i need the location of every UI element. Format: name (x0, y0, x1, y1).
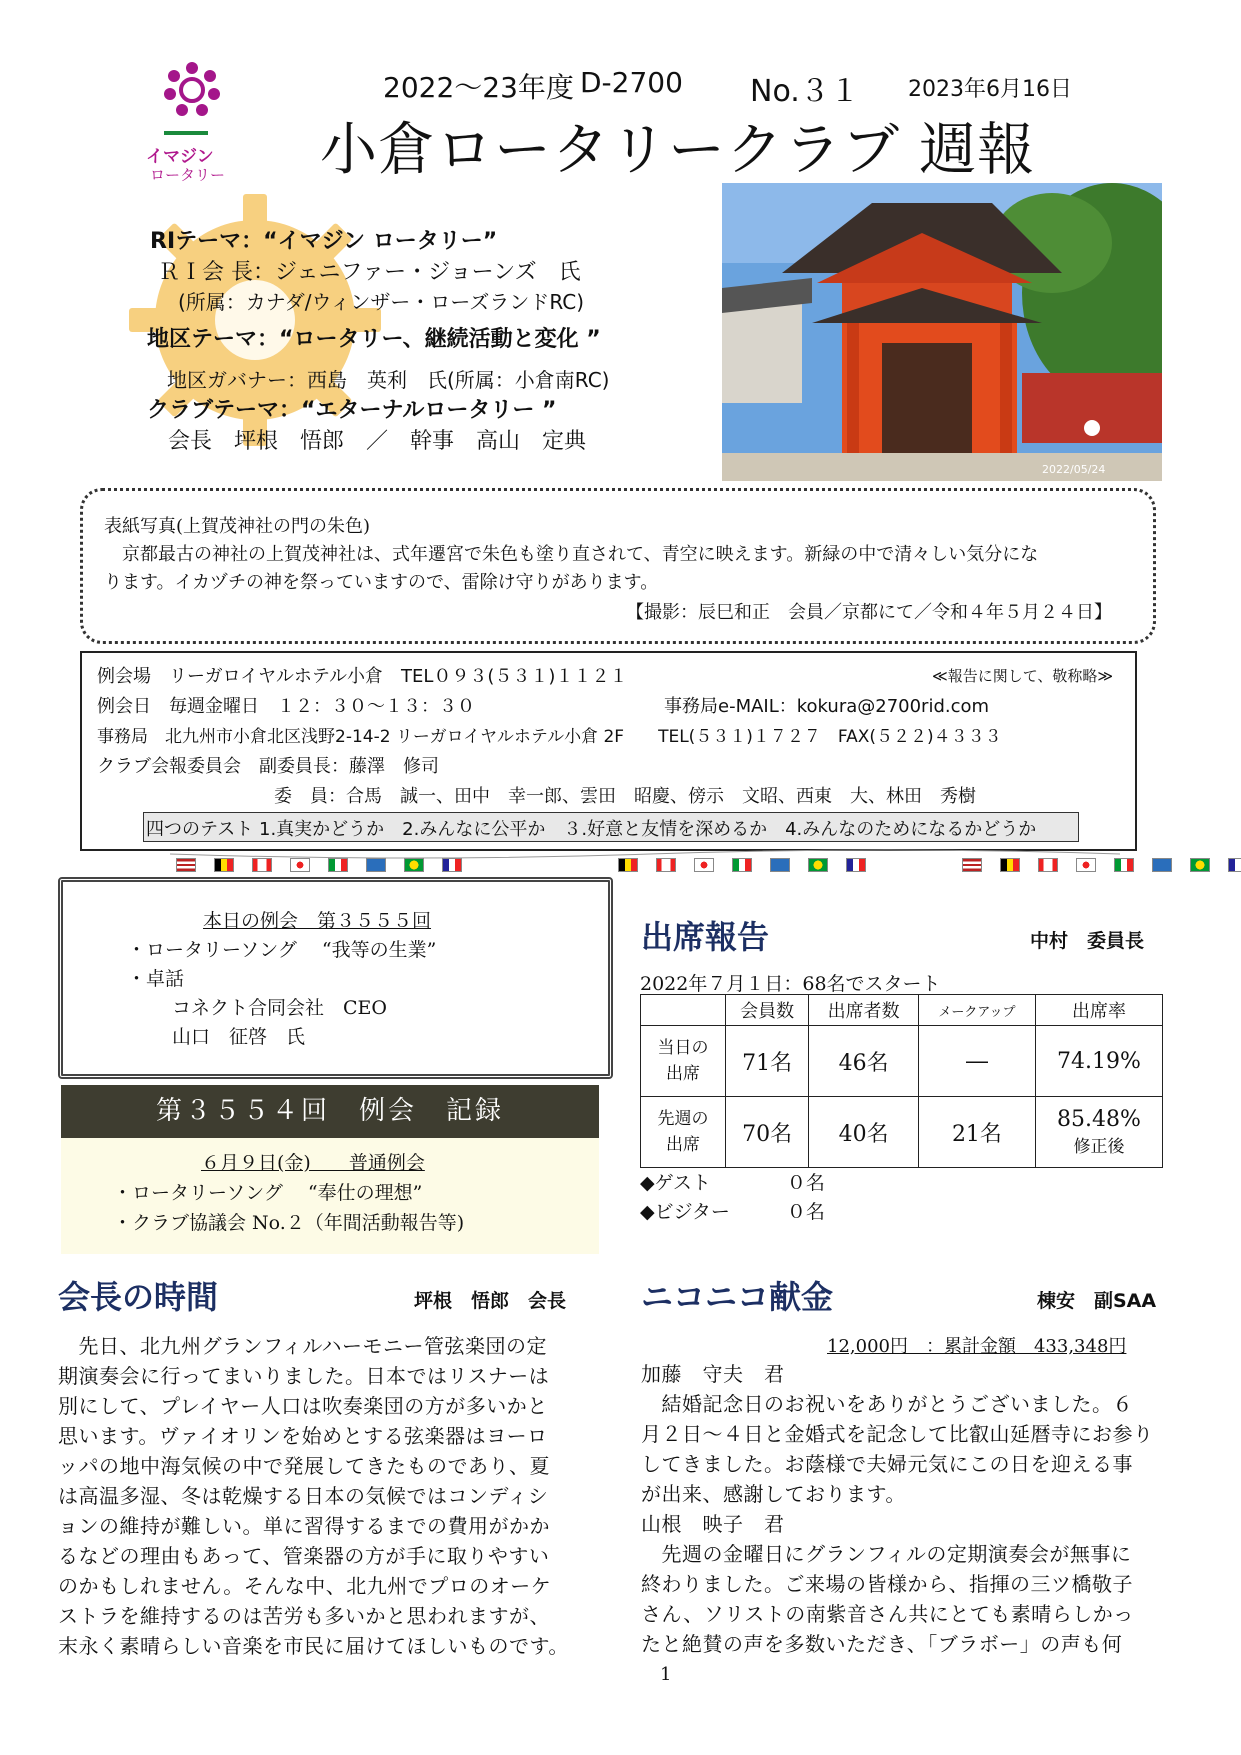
table-header (641, 995, 726, 1026)
caption-line-2: ります。イカヅチの神を祭っていますので、雷除け守りがあります。 (104, 572, 659, 593)
present-count: 46名 (809, 1026, 919, 1097)
usa-flag-icon (962, 858, 982, 872)
body-line: ストラを維持するのは苦労も多いかと思われますが、 (58, 1604, 550, 1628)
sweden-flag-icon (366, 858, 386, 872)
table-header: 出席率 (1035, 995, 1162, 1026)
todays-song: ・ロータリーソング “我等の生業” (127, 939, 437, 961)
attendance-reporter: 中村 委員長 (1030, 930, 1145, 952)
caption-credit: 【撮影：辰巳和正 会員／京都にて／令和４年５月２４日】 (626, 602, 1112, 623)
present-count: 40名 (809, 1097, 919, 1168)
meeting-day: 例会日 毎週金曜日 １２：３０～１３：３０ (97, 696, 475, 717)
canada-flag-icon (656, 858, 676, 872)
canada-flag-icon (1038, 858, 1058, 872)
japan-flag-icon (1076, 858, 1096, 872)
bulletin-committee: クラブ会報委員会 副委員長：藤澤 修司 (97, 756, 439, 777)
body-line: 結婚記念日のお祝いをありがとうございました。６ (641, 1392, 1133, 1416)
page-title: 小倉ロータリークラブ 週報 (320, 117, 1036, 183)
makeup-count: ― (918, 1026, 1035, 1097)
japan-flag-icon (290, 858, 310, 872)
district-theme: 地区テーマ：“ロータリー、継続活動と変化 ” (147, 327, 601, 352)
body-line: たと絶賛の声を多数いただき、「ブラボー」の声も何 (641, 1632, 1123, 1656)
ri-theme: RIテーマ：“イマジン ロータリー” (150, 229, 498, 254)
fiscal-year: 2022～23年度 (383, 71, 574, 104)
france-flag-icon (442, 858, 462, 872)
sweden-flag-icon (1152, 858, 1172, 872)
table-header: メークアップ (918, 995, 1035, 1026)
logo-text-imagine: イマジン (146, 147, 214, 167)
speaker-name: 山口 征啓 氏 (172, 1026, 306, 1048)
caption-title: 表紙写真(上賀茂神社の門の朱色) (104, 516, 371, 537)
belgium-flag-icon (618, 858, 638, 872)
attendance-table (640, 994, 1163, 1168)
body-line: 期演奏会に行ってまいりました。日本ではリスナーは (58, 1364, 550, 1388)
table-header: 会員数 (726, 995, 809, 1026)
meeting-record-header: 第３５５４回 例会 記録 (61, 1085, 599, 1138)
italy-flag-icon (328, 858, 348, 872)
japan-flag-icon (694, 858, 714, 872)
usa-flag-icon (176, 858, 196, 872)
makeup-count: 21名 (918, 1097, 1035, 1168)
brazil-flag-icon (404, 858, 424, 872)
table-row (641, 1097, 1163, 1168)
body-line: 月２日～４日と金婚式を記念して比叡山延暦寺にお参り (641, 1422, 1154, 1446)
body-line: 思います。ヴァイオリンを始めとする弦楽器はヨーロ (58, 1424, 548, 1448)
niconico-reporter: 棟安 副SAA (1037, 1290, 1157, 1312)
logo-text-rotary: ロータリー (150, 166, 226, 184)
member-count: 71名 (726, 1026, 809, 1097)
speaker-company: コネクト合同会社 CEO (172, 997, 387, 1019)
member-count: 70名 (726, 1097, 809, 1168)
body-line: してきました。お蔭様で夫婦元気にこの日を迎える事 (641, 1452, 1133, 1476)
caption-line-1: 京都最古の神社の上賀茂神社は、式年遷宮で朱色も塗り直されて、青空に映えます。新緑の中で清々しい気分にな (104, 544, 1039, 565)
body-line: は高温多湿、冬は乾燥する日本の気候ではコンディシ (58, 1484, 549, 1508)
niconico-section-title: ニコニコ献金 (641, 1278, 834, 1316)
brazil-flag-icon (808, 858, 828, 872)
guest-count: ◆ゲスト ０名 (640, 1172, 825, 1194)
ri-president: ＲＩ会 長：ジェニファー・ジョーンズ 氏 (158, 260, 581, 285)
district-governor: 地区ガバナー：西島 英利 氏(所属：小倉南RC) (167, 368, 610, 392)
todays-talk: ・卓話 (127, 968, 185, 990)
italy-flag-icon (1114, 858, 1134, 872)
venue-info: 例会場 リーガロイヤルホテル小倉 TEL０９３(５３１)１１２１ (97, 666, 628, 687)
attendance-title: 出席報告 (641, 918, 770, 956)
canada-flag-icon (252, 858, 272, 872)
visitor-count: ◆ビジター ０名 (640, 1201, 825, 1223)
todays-meeting-title: 本日の例会 第３５５５回 (203, 910, 432, 932)
attendance-rate: 85.48% 修正後 (1035, 1097, 1162, 1168)
body-line: さん、ソリストの南紫音さん共にとても素晴らしかっ (641, 1602, 1134, 1626)
attendance-start: 2022年７月１日：68名でスタート (640, 973, 941, 995)
body-line: が出来、感謝しております。 (641, 1482, 906, 1506)
flag-row (176, 858, 1241, 872)
body-line: ョンの維持が難しい。単に習得するまでの費用がかか (58, 1514, 550, 1538)
brazil-flag-icon (1190, 858, 1210, 872)
body-line: るなどの理由もあって、管楽器の方が手に取りやすい (58, 1544, 550, 1568)
club-theme: クラブテーマ：“エターナルロータリー ” (147, 398, 557, 423)
italy-flag-icon (732, 858, 752, 872)
record-council: ・クラブ協議会 No.２（年間活動報告等) (113, 1212, 465, 1234)
france-flag-icon (846, 858, 866, 872)
france-flag-icon (1228, 858, 1241, 872)
table-row (641, 1026, 1163, 1097)
row-label: 当日の 出席 (641, 1026, 726, 1097)
row-label: 先週の 出席 (641, 1097, 726, 1168)
rotary-flower-logo (162, 60, 222, 120)
ri-president-affiliation: (所属：カナダ/ウィンザー・ローズランドRC) (178, 290, 585, 314)
body-line: のかもしれません。そんな中、北九州でプロのオーケ (58, 1574, 552, 1598)
office-email: 事務局e-MAIL：kokura@2700rid.com (664, 696, 990, 717)
body-line: 別にして、プレイヤー人口は吹奏楽団の方が多いかと (58, 1394, 548, 1418)
body-line: ッパの地中海気候の中で発展してきたものであり、夏 (58, 1454, 550, 1478)
logo-underline (164, 131, 208, 135)
niconico-messages (641, 1358, 1154, 1658)
committee-members: 委 員：合馬 誠一、田中 幸一郎、雲田 昭慶、傍示 文昭、西東 大、林田 秀樹 (274, 786, 976, 807)
record-date: ６月９日(金) 普通例会 (201, 1152, 425, 1174)
body-line: 先日、北九州グランフィルハーモニー管弦楽団の定 (58, 1334, 547, 1358)
body-line: 先週の金曜日にグランフィルの定期演奏会が無事に (641, 1542, 1132, 1566)
issue-date: 2023年6月16日 (908, 77, 1072, 102)
table-header-row (641, 995, 1163, 1026)
president-section-title: 会長の時間 (58, 1278, 219, 1316)
cover-photo-shrine-gate (722, 183, 1162, 481)
body-line: 終わりました。ご来場の皆様から、指揮の三ツ橋敬子 (641, 1572, 1133, 1596)
district-code: D-2700 (580, 66, 683, 99)
club-officers: 会長 坪根 悟郎 ／ 幹事 高山 定典 (168, 429, 587, 454)
honorific-note: ≪報告に関して、敬称略≫ (932, 667, 1114, 685)
sweden-flag-icon (770, 858, 790, 872)
body-line: 山根 映子 君 (641, 1512, 785, 1536)
record-song: ・ロータリーソング “奉仕の理想” (113, 1182, 423, 1204)
attendance-rate: 74.19% (1035, 1026, 1162, 1097)
photo-date-stamp: 2022/05/24 (1042, 463, 1106, 476)
president-name: 坪根 悟郎 会長 (414, 1290, 567, 1312)
four-way-test: 四つのテスト 1.真実かどうか 2.みんなに公平か ３.好意と友情を深めるか 4.みんなのためになるかどうか (146, 819, 1037, 840)
donation-total: 12,000円 ：累計金額 433,348円 (827, 1336, 1127, 1357)
body-line: 末永く素晴らしい音楽を市民に届けてほしいものです。 (58, 1634, 569, 1658)
office-address: 事務局 北九州市小倉北区浅野2-14-2 リーガロイヤルホテル小倉 2F TEL(５３１)１７２７ FAX(５２２)４３３３ (97, 727, 1002, 747)
body-line: 加藤 守夫 君 (641, 1362, 785, 1386)
belgium-flag-icon (1000, 858, 1020, 872)
page-number: 1 (660, 1664, 672, 1685)
belgium-flag-icon (214, 858, 234, 872)
issue-number: No.３１ (750, 74, 860, 109)
president-message (58, 1330, 569, 1660)
table-header: 出席者数 (809, 995, 919, 1026)
